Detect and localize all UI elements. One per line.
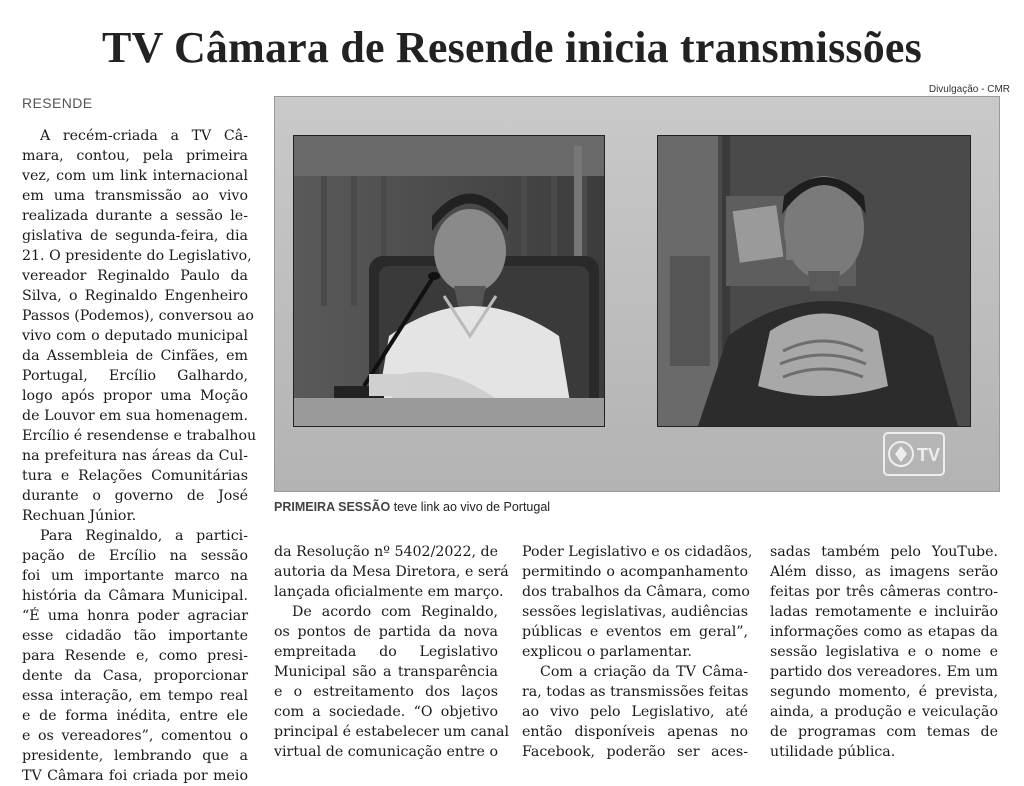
article-text-line: então disponíveis apenas no (522, 724, 748, 740)
article-text-line: De acordo com Reginaldo, (292, 604, 498, 620)
article-text-line: públicas e eventos em geral”, (522, 624, 748, 640)
section-label: RESENDE (22, 95, 93, 111)
headline: TV Câmara de Resende inicia transmissões (102, 23, 922, 72)
article-text-line: segundo momento, é prevista, (770, 684, 998, 700)
article-text-line: “É uma honra poder agraciar (22, 608, 248, 624)
article-text-line: vereador Reginaldo Paulo da (22, 268, 248, 284)
article-text-line: Silva, o Reginaldo Engenheiro (22, 288, 248, 304)
article-text-line: informações como as etapas da (770, 624, 998, 640)
article-text-line: utilidade pública. (770, 744, 896, 760)
article-photo (274, 96, 1000, 492)
article-text-line: essa interação, em tempo real (22, 688, 248, 704)
presiding-councilman-image (294, 136, 604, 426)
article-text-line: Poder Legislativo e os cidadãos, (522, 544, 753, 560)
article-text-line: ainda, a produção e veiculação (770, 704, 998, 720)
tv-logo-text: TV (917, 445, 941, 465)
article-text-line: foi um importante marco na (22, 568, 248, 584)
article-text-line: Facebook, poderão ser aces- (522, 744, 748, 760)
article-text-line: e o estreitamento dos laços (274, 684, 498, 700)
article-text-line: ao vivo pelo Legislativo, até (522, 704, 748, 720)
article-text-line: Com a criação da TV Câma- (540, 664, 748, 680)
article-column-3 (522, 542, 753, 762)
caption-lead: PRIMEIRA SESSÃO (274, 500, 391, 514)
article-text-line: partido dos vereadores. Em um (770, 664, 998, 680)
article-text-line: feitas por três câmeras contro- (770, 584, 998, 600)
article-text-line: Passos (Podemos), conversou ao (22, 308, 254, 324)
article-text-line: principal é estabelecer um canal (274, 724, 510, 740)
article-text-line: TV Câmara foi criada por meio (22, 768, 248, 784)
article-text-line: gislativa de segunda-feira, dia (22, 228, 248, 244)
article-text-line: pação de Ercílio na sessão (22, 548, 248, 564)
article-column-4 (770, 542, 998, 762)
article-text-line: ladas remotamente e incluirão (770, 604, 998, 620)
article-text-line: 21. O presidente do Legislativo, (22, 248, 252, 264)
article-column-2 (274, 542, 510, 762)
article-text-line: Municipal são a transparência (274, 664, 498, 680)
article-text-line: da Assembleia de Cinfães, em (22, 348, 248, 364)
article-text-line: os pontos de partida da nova (274, 624, 498, 640)
article-text-line: mara, contou, pela primeira (22, 148, 248, 164)
photo-credit: Divulgação - CMR (928, 84, 1010, 95)
article-text-line: Além disso, as imagens serão (770, 564, 998, 580)
article-text-line: e os vereadores”, comentou o (22, 728, 248, 744)
article-text-line: autoria da Mesa Diretora, e será (274, 564, 509, 580)
article-text-line: empreitada do Legislativo (274, 644, 498, 660)
article-text-line: para Resende e, como presi- (22, 648, 248, 664)
article-text-line: logo após propor uma Moção (22, 388, 248, 404)
article-text-line: permitindo o acompanhamento (522, 564, 748, 580)
article-text-line: explicou o parlamentar. (522, 644, 692, 660)
article-text-line: e de forma inédita, entre ele (22, 708, 248, 724)
article-text-line: da Resolução nº 5402/2022, de (274, 544, 498, 560)
article-text-line: com a sociedade. “O objetivo (274, 704, 498, 720)
article-text-line: história da Câmara Municipal. (22, 588, 248, 604)
article-text-line: durante o governo de José (22, 488, 248, 504)
article-text-line: sessão legislativa e o nome e (770, 644, 998, 660)
caption-text: teve link ao vivo de Portugal (390, 500, 551, 514)
article-text-line: ra, todas as transmissões feitas (522, 684, 749, 700)
article-text-line: realizada durante a sessão le- (22, 208, 248, 224)
article-text-line: Para Reginaldo, a partici- (40, 528, 248, 544)
video-panel-left (293, 135, 605, 427)
article-text-line: presidente, lembrando que a (22, 748, 248, 764)
article-text-line: esse cidadão tão importante (22, 628, 248, 644)
article-text-line: lançada oficialmente em março. (274, 584, 504, 600)
article-text-line: virtual de comunicação entre o (274, 744, 498, 760)
article-text-line: sadas também pelo YouTube. (770, 544, 998, 560)
article-text-line: de programas com temas de (770, 724, 998, 740)
article-text-line: Ercílio é resendense e trabalhou (22, 428, 257, 444)
article-text-line: dos trabalhos da Câmara, como (522, 584, 750, 600)
article-text-line: vivo com o deputado municipal (22, 328, 248, 344)
photo-caption (274, 500, 998, 514)
article-text-line: na prefeitura nas áreas da Cul- (22, 448, 248, 464)
tv-camara-logo-icon (883, 432, 945, 476)
video-panel-right (657, 135, 971, 427)
article-text-line: Rechuan Júnior. (22, 508, 137, 524)
article-text-line: vez, com um link internacional (22, 168, 248, 184)
portuguese-deputy-image (658, 136, 970, 426)
article-text-line: de Louvor em sua homenagem. (22, 408, 248, 424)
article-text-line: sessões legislativas, audiências (522, 604, 748, 620)
article-text-line: A recém-criada a TV Câ- (40, 128, 248, 144)
article-text-line: tura e Relações Comunitárias (22, 468, 248, 484)
article-column-1 (22, 126, 257, 786)
article-text-line: em uma transmissão ao vivo (22, 188, 248, 204)
article-text-line: Portugal, Ercílio Galhardo, (22, 368, 248, 384)
article-text-line: dente da Casa, proporcionar (22, 668, 248, 684)
